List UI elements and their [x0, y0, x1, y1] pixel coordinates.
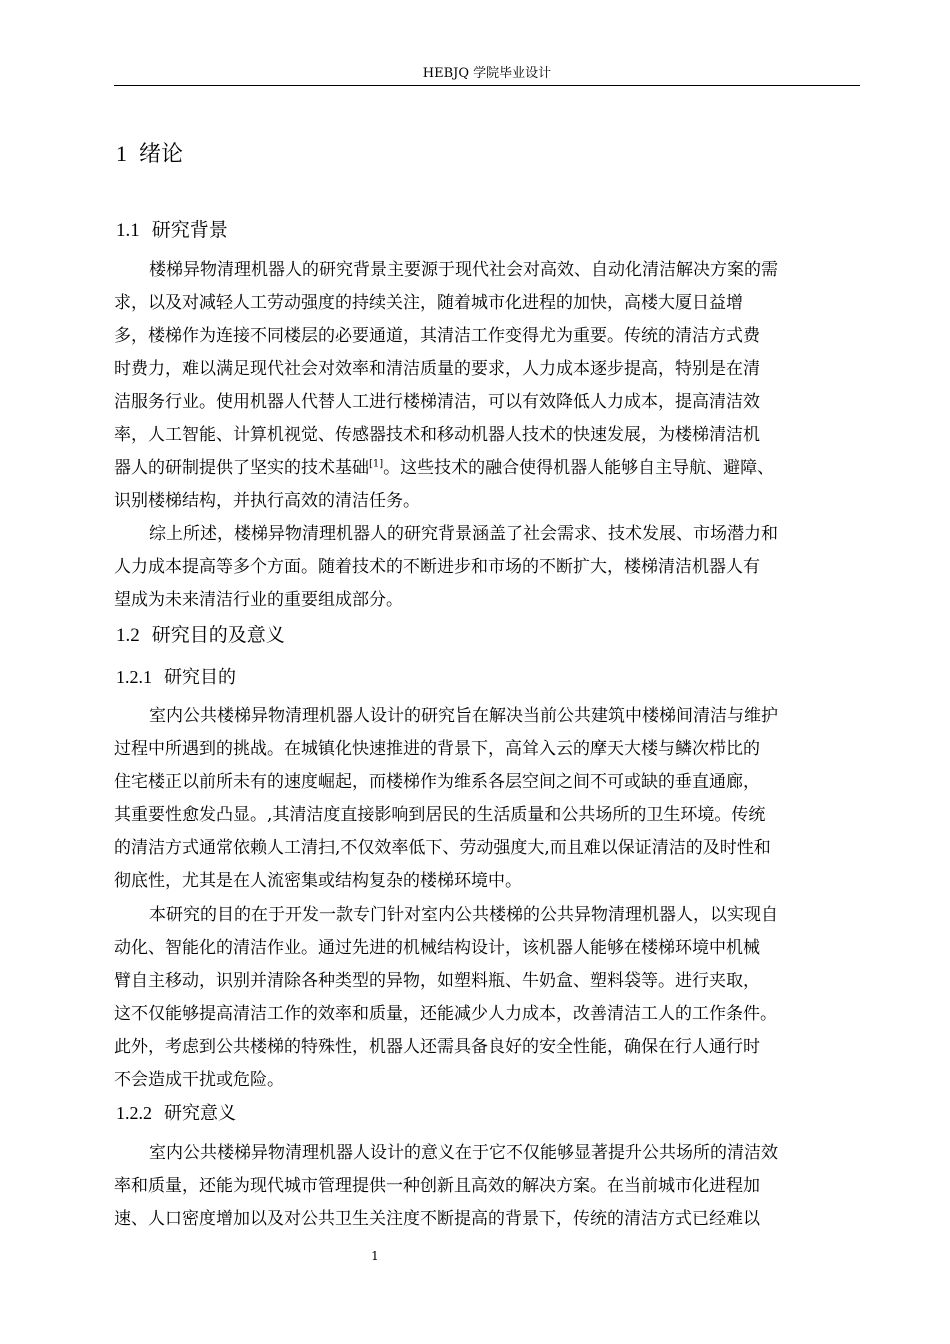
paragraph-significance [114, 1137, 860, 1236]
paragraph-line: 人力成本提高等多个方面。随着技术的不断进步和市场的不断扩大，楼梯清洁机器人有 [114, 557, 760, 577]
paragraph-line: 其重要性愈发凸显。,其清洁度直接影响到居民的生活质量和公共场所的卫生环境。传统 [114, 805, 766, 825]
paragraph-line: 动化、智能化的清洁作业。通过先进的机械结构设计，该机器人能够在楼梯环境中机械 [114, 938, 760, 958]
paragraph-line: 速、人口密度增加以及对公共卫生关注度不断提高的背景下，传统的清洁方式已经难以 [114, 1209, 760, 1229]
paragraph-line: 时费力，难以满足现代社会对效率和清洁质量的要求，人力成本逐步提高，特别是在清 [114, 359, 760, 379]
subsection-title: 研究意义 [164, 1103, 236, 1124]
section-heading-1-1 [116, 216, 228, 245]
page-header: HEBJQ 学院毕业设计 [422, 66, 552, 81]
subsection-title: 研究目的 [164, 667, 236, 688]
paragraph-line: 过程中所遇到的挑战。在城镇化快速推进的背景下，高耸入云的摩天大楼与鳞次栉比的 [114, 739, 760, 759]
paragraph-line: 本研究的目的在于开发一款专门针对室内公共楼梯的公共异物清理机器人，以实现自 [149, 905, 778, 925]
paragraph-line: 彻底性，尤其是在人流密集或结构复杂的楼梯环境中。 [114, 871, 522, 891]
paragraph-line: 多，楼梯作为连接不同楼层的必要通道，其清洁工作变得尤为重要。传统的清洁方式费 [114, 326, 760, 346]
paragraph-line: 这不仅能够提高清洁工作的效率和质量，还能减少人力成本，改善清洁工人的工作条件。 [114, 1004, 777, 1024]
paragraph-line: 臂自主移动，识别并清除各种类型的异物，如塑料瓶、牛奶盒、塑料袋等。进行夹取， [114, 971, 760, 991]
paragraph-line: 楼梯异物清理机器人的研究背景主要源于现代社会对高效、自动化清洁解决方案的需 [149, 260, 778, 280]
paragraph-purpose-1 [114, 700, 860, 898]
subsection-number: 1.2.1 [116, 667, 152, 687]
paragraph-summary [114, 518, 860, 617]
paragraph-line: 的清洁方式通常依赖人工清扫,不仅效率低下、劳动强度大,而且难以保证清洁的及时性和 [114, 838, 771, 858]
section-title: 研究背景 [151, 219, 228, 241]
subsection-heading-1-2-2 [116, 1099, 236, 1128]
paragraph-line: 室内公共楼梯异物清理机器人设计的意义在于它不仅能够显著提升公共场所的清洁效 [149, 1143, 778, 1163]
paragraph-line: 不会造成干扰或危险。 [114, 1070, 284, 1090]
subsection-heading-1-2-1 [116, 663, 236, 692]
paragraph-line: 识别楼梯结构，并执行高效的清洁任务。 [114, 491, 420, 511]
paragraph-line: 综上所述，楼梯异物清理机器人的研究背景涵盖了社会需求、技术发展、市场潜力和 [149, 524, 778, 544]
citation-reference: [1] [369, 458, 384, 470]
paragraph-line: 率和质量，还能为现代城市管理提供一种创新且高效的解决方案。在当前城市化进程加 [114, 1176, 760, 1196]
paragraph-line: 率，人工智能、计算机视觉、传感器技术和移动机器人技术的快速发展，为楼梯清洁机 [114, 425, 760, 445]
section-number: 1.1 [116, 220, 140, 241]
paragraph-line: 住宅楼正以前所未有的速度崛起，而楼梯作为维系各层空间之间不可或缺的垂直通廊， [114, 772, 760, 792]
paragraph-line: 此外，考虑到公共楼梯的特殊性，机器人还需具备良好的安全性能，确保在行人通行时 [114, 1037, 760, 1057]
paragraph-line [114, 452, 860, 485]
text-run: 。这些技术的融合使得机器人能够自主导航、避障、 [383, 458, 775, 478]
paragraph-line: 洁服务行业。使用机器人代替人工进行楼梯清洁，可以有效降低人力成本，提高清洁效 [114, 392, 760, 412]
page-number: 1 [371, 1249, 379, 1263]
chapter-heading [116, 139, 183, 170]
paragraph-purpose-2 [114, 899, 860, 1097]
section-title: 研究目的及意义 [151, 624, 285, 646]
section-heading-1-2 [116, 621, 285, 650]
section-number: 1.2 [116, 625, 140, 646]
paragraph-line: 室内公共楼梯异物清理机器人设计的研究旨在解决当前公共建筑中楼梯间清洁与维护 [149, 706, 778, 726]
header-rule [114, 85, 860, 86]
subsection-number: 1.2.2 [116, 1103, 152, 1123]
text-run: 器人的研制提供了坚实的技术基础 [114, 458, 369, 478]
paragraph-line: 求，以及对减轻人工劳动强度的持续关注，随着城市化进程的加快，高楼大厦日益增 [114, 293, 743, 313]
paragraph-background [114, 254, 860, 518]
chapter-number: 1 [116, 141, 127, 166]
paragraph-line: 望成为未来清洁行业的重要组成部分。 [114, 590, 403, 610]
chapter-title: 绪论 [139, 142, 184, 167]
